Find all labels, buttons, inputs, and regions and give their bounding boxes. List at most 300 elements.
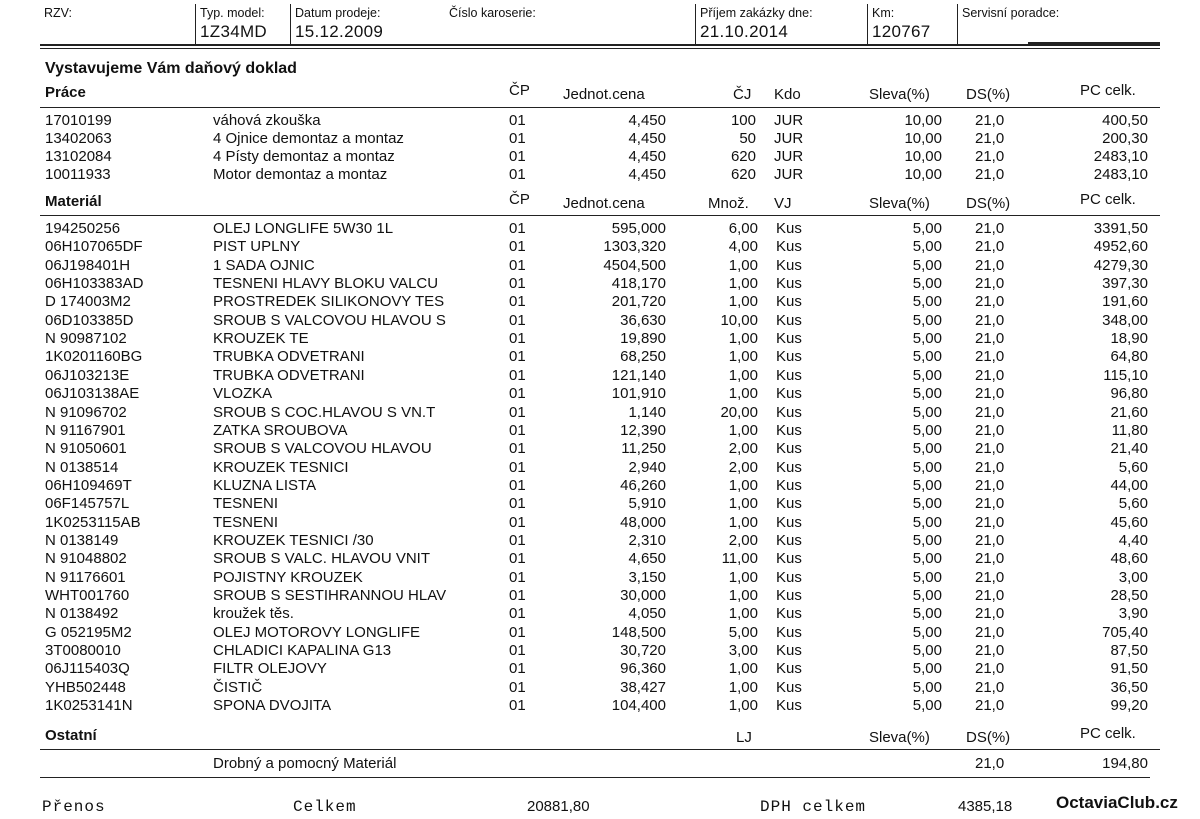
- material-ds: 21,0: [975, 642, 1005, 660]
- prace-col-kdo: Kdo: [774, 86, 801, 103]
- material-title: Materiál: [45, 193, 102, 210]
- material-code: N 0138514: [45, 458, 119, 476]
- prace-cp: 01: [509, 166, 526, 183]
- prace-col-sleva: Sleva(%): [869, 86, 930, 103]
- material-vj: Kus: [776, 403, 802, 421]
- prace-who: JUR: [774, 148, 804, 165]
- material-qty: 1,00: [728, 348, 758, 366]
- material-qty: 1,00: [728, 275, 758, 293]
- material-sleva: 5,00: [912, 238, 942, 256]
- ostatni-header-underline: [40, 749, 1160, 750]
- material-ds: 21,0: [975, 697, 1005, 715]
- material-desc: TESNENI: [213, 513, 279, 531]
- material-total: 397,30: [1102, 275, 1148, 293]
- material-row: [0, 367, 1200, 385]
- material-unit: 48,000: [620, 513, 666, 531]
- material-code: 06H103383AD: [45, 275, 144, 293]
- material-qty: 1,00: [728, 513, 758, 531]
- material-row: [0, 587, 1200, 605]
- material-row: [0, 532, 1200, 550]
- ostatni-ds: 21,0: [975, 755, 1005, 772]
- material-vj: Kus: [776, 697, 802, 715]
- prace-who: JUR: [774, 166, 804, 183]
- material-sleva: 5,00: [912, 385, 942, 403]
- material-code: 06H109469T: [45, 476, 132, 494]
- material-code: N 91167901: [45, 421, 126, 439]
- body-box: [445, 4, 695, 44]
- material-sleva: 5,00: [912, 642, 942, 660]
- material-ds: 21,0: [975, 403, 1005, 421]
- material-code: 194250256: [45, 220, 121, 237]
- material-desc: ČISTIČ: [213, 678, 263, 696]
- material-ds: 21,0: [975, 623, 1005, 641]
- advisor-box: [957, 4, 1160, 44]
- material-sleva: 5,00: [912, 220, 942, 237]
- material-desc: SROUB S COC.HLAVOU S VN.T: [213, 403, 436, 421]
- material-qty: 1,00: [728, 385, 758, 403]
- material-vj: Kus: [776, 660, 802, 678]
- material-sleva: 5,00: [912, 513, 942, 531]
- header-divider: [40, 44, 1160, 46]
- prace-unit: 4,450: [628, 112, 666, 129]
- material-code: WHT001760: [45, 587, 130, 604]
- material-unit: 2,310: [628, 531, 666, 549]
- material-desc: SROUB S VALC. HLAVOU VNIT: [213, 550, 430, 568]
- material-unit: 38,427: [620, 678, 666, 696]
- material-col-sleva: Sleva(%): [869, 195, 930, 212]
- material-vj: Kus: [776, 476, 802, 494]
- material-row: [0, 569, 1200, 587]
- material-desc: VLOZKA: [213, 385, 273, 403]
- material-unit: 4,650: [628, 550, 666, 568]
- material-sleva: 5,00: [912, 531, 942, 549]
- material-total: 99,20: [1110, 697, 1148, 715]
- material-code: YHB502448: [45, 678, 126, 696]
- material-total: 21,40: [1110, 440, 1148, 458]
- material-qty: 20,00: [720, 403, 758, 421]
- material-qty: 10,00: [720, 311, 758, 329]
- material-vj: Kus: [776, 348, 802, 366]
- prace-ds: 21,0: [975, 112, 1005, 129]
- material-cp: 01: [509, 458, 526, 476]
- ostatni-col-total: PC celk.: [1080, 725, 1136, 742]
- material-cp: 01: [509, 513, 526, 531]
- material-cp: 01: [509, 550, 526, 568]
- material-row: [0, 312, 1200, 330]
- header-divider-2: [40, 48, 1160, 49]
- material-ds: 21,0: [975, 605, 1005, 623]
- material-code: G 052195M2: [45, 623, 132, 641]
- material-row: [0, 220, 1200, 238]
- material-code: N 0138492: [45, 605, 119, 623]
- doc-title: Vystavujeme Vám daňový doklad: [45, 60, 297, 77]
- material-ds: 21,0: [975, 587, 1005, 604]
- material-total: 4279,30: [1093, 256, 1148, 274]
- material-desc: SROUB S VALCOVOU HLAVOU S: [213, 311, 446, 329]
- material-total: 191,60: [1102, 293, 1148, 311]
- prace-col-total: PC celk.: [1080, 82, 1136, 99]
- material-unit: 36,630: [620, 311, 666, 329]
- material-cp: 01: [509, 568, 526, 586]
- material-ds: 21,0: [975, 458, 1005, 476]
- material-col-cp: ČP: [509, 191, 530, 208]
- material-cp: 01: [509, 605, 526, 623]
- prace-who: JUR: [774, 130, 804, 147]
- material-total: 48,60: [1110, 550, 1148, 568]
- material-code: 06J103138AE: [45, 385, 140, 403]
- material-desc: TRUBKA ODVETRANI: [213, 348, 365, 366]
- material-total: 4,40: [1118, 531, 1148, 549]
- material-sleva: 5,00: [912, 293, 942, 311]
- material-unit: 5,910: [628, 495, 666, 513]
- material-col-qty: Množ.: [708, 195, 749, 212]
- material-unit: 104,400: [611, 697, 666, 715]
- material-sleva: 5,00: [912, 403, 942, 421]
- material-qty: 1,00: [728, 495, 758, 513]
- material-header-underline: [40, 215, 1160, 216]
- material-vj: Kus: [776, 366, 802, 384]
- material-sleva: 5,00: [912, 678, 942, 696]
- material-ds: 21,0: [975, 531, 1005, 549]
- material-vj: Kus: [776, 330, 802, 348]
- material-code: 1K0253141N: [45, 697, 133, 715]
- material-desc: KROUZEK TE: [213, 330, 309, 348]
- material-total: 3,90: [1118, 605, 1148, 623]
- dph-label: DPH celkem: [760, 798, 867, 816]
- material-total: 44,00: [1110, 476, 1148, 494]
- material-sleva: 5,00: [912, 568, 942, 586]
- material-qty: 2,00: [728, 440, 758, 458]
- prace-row: [0, 112, 1200, 130]
- material-vj: Kus: [776, 642, 802, 660]
- material-row: [0, 238, 1200, 256]
- material-code: D 174003M2: [45, 293, 131, 311]
- model-label: Typ. model:: [200, 6, 265, 20]
- sale-date-box: [290, 4, 445, 44]
- sale-date-label: Datum prodeje:: [295, 6, 381, 20]
- material-row: [0, 422, 1200, 440]
- material-desc: SROUB S VALCOVOU HLAVOU: [213, 440, 432, 458]
- material-cp: 01: [509, 697, 526, 715]
- ostatni-row: [0, 755, 1200, 773]
- material-code: N 90987102: [45, 330, 127, 348]
- material-cp: 01: [509, 587, 526, 604]
- prace-sleva: 10,00: [904, 112, 942, 129]
- material-vj: Kus: [776, 495, 802, 513]
- material-ds: 21,0: [975, 238, 1005, 256]
- material-desc: kroužek těs.: [213, 605, 294, 623]
- material-code: 06J103213E: [45, 366, 130, 384]
- prace-desc: 4 Ojnice demontaz a montaz: [213, 130, 404, 147]
- material-qty: 1,00: [728, 678, 758, 696]
- material-row: [0, 624, 1200, 642]
- material-cp: 01: [509, 256, 526, 274]
- material-qty: 2,00: [728, 458, 758, 476]
- material-cp: 01: [509, 348, 526, 366]
- prace-code: 13402063: [45, 130, 112, 147]
- material-desc: CHLADICI KAPALINA G13: [213, 642, 392, 660]
- material-code: 1K0253115AB: [45, 513, 141, 531]
- material-cp: 01: [509, 531, 526, 549]
- celkem-value: 20881,80: [527, 798, 590, 815]
- material-qty: 1,00: [728, 366, 758, 384]
- material-total: 96,80: [1110, 385, 1148, 403]
- prace-code: 13102084: [45, 148, 112, 165]
- material-ds: 21,0: [975, 348, 1005, 366]
- material-unit: 4,050: [628, 605, 666, 623]
- material-desc: KLUZNA LISTA: [213, 476, 317, 494]
- material-desc: 1 SADA OJNIC: [213, 256, 315, 274]
- material-cp: 01: [509, 385, 526, 403]
- material-sleva: 5,00: [912, 311, 942, 329]
- material-unit: 148,500: [611, 623, 666, 641]
- ostatni-underline: [40, 777, 1150, 778]
- material-cp: 01: [509, 238, 526, 256]
- material-ds: 21,0: [975, 550, 1005, 568]
- prace-total: 2483,10: [1093, 148, 1148, 165]
- km-value: 120767: [872, 22, 931, 41]
- material-vj: Kus: [776, 531, 802, 549]
- material-qty: 1,00: [728, 330, 758, 348]
- material-unit: 19,890: [620, 330, 666, 348]
- material-qty: 1,00: [728, 697, 758, 715]
- material-cp: 01: [509, 421, 526, 439]
- material-cp: 01: [509, 642, 526, 660]
- material-code: 06J115403Q: [45, 660, 130, 678]
- material-total: 5,60: [1118, 495, 1148, 513]
- order-date-box: [695, 4, 867, 44]
- material-vj: Kus: [776, 568, 802, 586]
- material-desc: SPONA DVOJITA: [213, 697, 332, 715]
- material-ds: 21,0: [975, 440, 1005, 458]
- prace-cp: 01: [509, 148, 526, 165]
- material-unit: 11,250: [621, 440, 666, 458]
- material-sleva: 5,00: [912, 605, 942, 623]
- material-ds: 21,0: [975, 293, 1005, 311]
- material-sleva: 5,00: [912, 587, 942, 604]
- material-vj: Kus: [776, 513, 802, 531]
- ostatni-title: Ostatní: [45, 727, 97, 744]
- material-sleva: 5,00: [912, 275, 942, 293]
- advisor-label: Servisní poradce:: [962, 6, 1060, 20]
- material-total: 5,60: [1118, 458, 1148, 476]
- material-cp: 01: [509, 678, 526, 696]
- order-date-label: Příjem zakázky dne:: [700, 6, 813, 20]
- prace-header-underline: [40, 107, 1160, 108]
- material-ds: 21,0: [975, 220, 1005, 237]
- watermark-logo: OctaviaClub.cz: [1056, 793, 1178, 812]
- material-total: 3,00: [1118, 568, 1148, 586]
- material-total: 45,60: [1110, 513, 1148, 531]
- material-cp: 01: [509, 366, 526, 384]
- prace-desc: Motor demontaz a montaz: [213, 166, 388, 183]
- material-qty: 3,00: [728, 642, 758, 660]
- material-total: 18,90: [1110, 330, 1148, 348]
- material-cp: 01: [509, 330, 526, 348]
- material-desc: SROUB S SESTIHRANNOU HLAV: [213, 587, 447, 604]
- material-vj: Kus: [776, 293, 802, 311]
- material-code: 06H107065DF: [45, 238, 143, 256]
- material-cp: 01: [509, 220, 526, 237]
- material-qty: 1,00: [728, 293, 758, 311]
- material-unit: 595,000: [611, 220, 666, 237]
- material-unit: 1303,320: [603, 238, 666, 256]
- material-code: N 91176601: [45, 568, 126, 586]
- material-sleva: 5,00: [912, 330, 942, 348]
- material-code: N 91096702: [45, 403, 127, 421]
- material-row: [0, 348, 1200, 366]
- prace-total: 200,30: [1102, 130, 1148, 147]
- prace-col-cj: ČJ: [733, 86, 752, 103]
- material-sleva: 5,00: [912, 421, 942, 439]
- prace-qty: 620: [730, 148, 756, 165]
- material-code: 06F145757L: [45, 495, 130, 513]
- material-unit: 96,360: [620, 660, 666, 678]
- prace-code: 17010199: [45, 112, 112, 129]
- material-unit: 68,250: [620, 348, 666, 366]
- material-vj: Kus: [776, 421, 802, 439]
- material-vj: Kus: [776, 623, 802, 641]
- prace-code: 10011933: [45, 166, 111, 183]
- ostatni-total: 194,80: [1102, 755, 1148, 772]
- material-qty: 11,00: [721, 550, 758, 568]
- prace-col-cp: ČP: [509, 82, 530, 99]
- material-unit: 12,390: [620, 421, 666, 439]
- material-row: [0, 660, 1200, 678]
- material-qty: 1,00: [728, 421, 758, 439]
- prace-total: 400,50: [1102, 112, 1148, 129]
- material-ds: 21,0: [975, 513, 1005, 531]
- rzv-label: RZV:: [44, 6, 73, 20]
- prace-qty: 50: [739, 130, 756, 147]
- material-col-total: PC celk.: [1080, 191, 1136, 208]
- material-sleva: 5,00: [912, 440, 942, 458]
- material-vj: Kus: [776, 311, 802, 329]
- material-ds: 21,0: [975, 330, 1005, 348]
- material-cp: 01: [509, 311, 526, 329]
- material-ds: 21,0: [975, 256, 1005, 274]
- material-row: [0, 605, 1200, 623]
- material-vj: Kus: [776, 678, 802, 696]
- prace-col-unit: Jednot.cena: [563, 86, 645, 103]
- material-unit: 2,940: [628, 458, 666, 476]
- prace-sleva: 10,00: [904, 166, 942, 183]
- material-vj: Kus: [776, 458, 802, 476]
- material-row: [0, 679, 1200, 697]
- prace-sleva: 10,00: [904, 148, 942, 165]
- material-vj: Kus: [776, 440, 802, 458]
- material-ds: 21,0: [975, 311, 1005, 329]
- material-desc: OLEJ MOTOROVY LONGLIFE: [213, 623, 420, 641]
- material-qty: 1,00: [728, 568, 758, 586]
- material-unit: 418,170: [611, 275, 666, 293]
- material-total: 36,50: [1110, 678, 1148, 696]
- material-desc: TESNENI HLAVY BLOKU VALCU: [213, 275, 439, 293]
- material-col-vj: VJ: [774, 195, 792, 212]
- prace-cp: 01: [509, 112, 526, 129]
- material-code: N 0138149: [45, 531, 119, 549]
- prace-ds: 21,0: [975, 166, 1005, 183]
- prace-unit: 4,450: [628, 130, 666, 147]
- material-vj: Kus: [776, 275, 802, 293]
- material-sleva: 5,00: [912, 660, 942, 678]
- material-vj: Kus: [776, 256, 802, 274]
- prace-unit: 4,450: [628, 148, 666, 165]
- material-code: N 91050601: [45, 440, 127, 458]
- material-vj: Kus: [776, 385, 802, 403]
- material-qty: 1,00: [728, 605, 758, 623]
- order-date-value: 21.10.2014: [700, 22, 789, 41]
- ostatni-col-sleva: Sleva(%): [869, 729, 930, 746]
- material-total: 4952,60: [1093, 238, 1148, 256]
- material-row: [0, 642, 1200, 660]
- material-ds: 21,0: [975, 275, 1005, 293]
- material-row: [0, 477, 1200, 495]
- prace-row: [0, 130, 1200, 148]
- material-code: N 91048802: [45, 550, 127, 568]
- material-qty: 4,00: [728, 238, 758, 256]
- material-sleva: 5,00: [912, 458, 942, 476]
- material-sleva: 5,00: [912, 495, 942, 513]
- material-unit: 101,910: [611, 385, 666, 403]
- material-row: [0, 257, 1200, 275]
- material-row: [0, 514, 1200, 532]
- material-total: 91,50: [1110, 660, 1148, 678]
- material-sleva: 5,00: [912, 476, 942, 494]
- material-desc: PIST UPLNY: [213, 238, 301, 256]
- material-row: [0, 330, 1200, 348]
- material-total: 87,50: [1110, 642, 1148, 660]
- material-code: 1K0201160BG: [45, 348, 143, 366]
- prace-col-ds: DS(%): [966, 86, 1011, 103]
- material-desc: KROUZEK TESNICI /30: [213, 531, 374, 549]
- prace-total: 2483,10: [1093, 166, 1148, 183]
- material-qty: 1,00: [728, 587, 758, 604]
- material-sleva: 5,00: [912, 256, 942, 274]
- material-code: 06D103385D: [45, 311, 134, 329]
- material-row: [0, 275, 1200, 293]
- material-qty: 6,00: [728, 220, 758, 237]
- ostatni-col-ds: DS(%): [966, 729, 1011, 746]
- material-unit: 201,720: [611, 293, 666, 311]
- material-cp: 01: [509, 623, 526, 641]
- material-desc: TESNENI: [213, 495, 279, 513]
- material-ds: 21,0: [975, 660, 1005, 678]
- prace-title: Práce: [45, 84, 86, 101]
- material-vj: Kus: [776, 220, 802, 237]
- prace-desc: 4 Písty demontaz a montaz: [213, 148, 395, 165]
- material-unit: 121,140: [611, 366, 666, 384]
- km-label: Km:: [872, 6, 895, 20]
- prace-who: JUR: [774, 112, 804, 129]
- prace-row: [0, 148, 1200, 166]
- material-unit: 1,140: [628, 403, 666, 421]
- material-total: 705,40: [1102, 623, 1148, 641]
- material-unit: 4504,500: [603, 256, 666, 274]
- material-desc: PROSTREDEK SILIKONOVY TES: [213, 293, 445, 311]
- material-row: [0, 459, 1200, 477]
- material-cp: 01: [509, 440, 526, 458]
- material-ds: 21,0: [975, 495, 1005, 513]
- material-total: 3391,50: [1093, 220, 1148, 237]
- material-desc: KROUZEK TESNICI: [213, 458, 349, 476]
- material-row: [0, 385, 1200, 403]
- ostatni-col-lj: LJ: [736, 729, 752, 746]
- material-vj: Kus: [776, 550, 802, 568]
- material-sleva: 5,00: [912, 348, 942, 366]
- material-qty: 5,00: [728, 623, 758, 641]
- material-sleva: 5,00: [912, 623, 942, 641]
